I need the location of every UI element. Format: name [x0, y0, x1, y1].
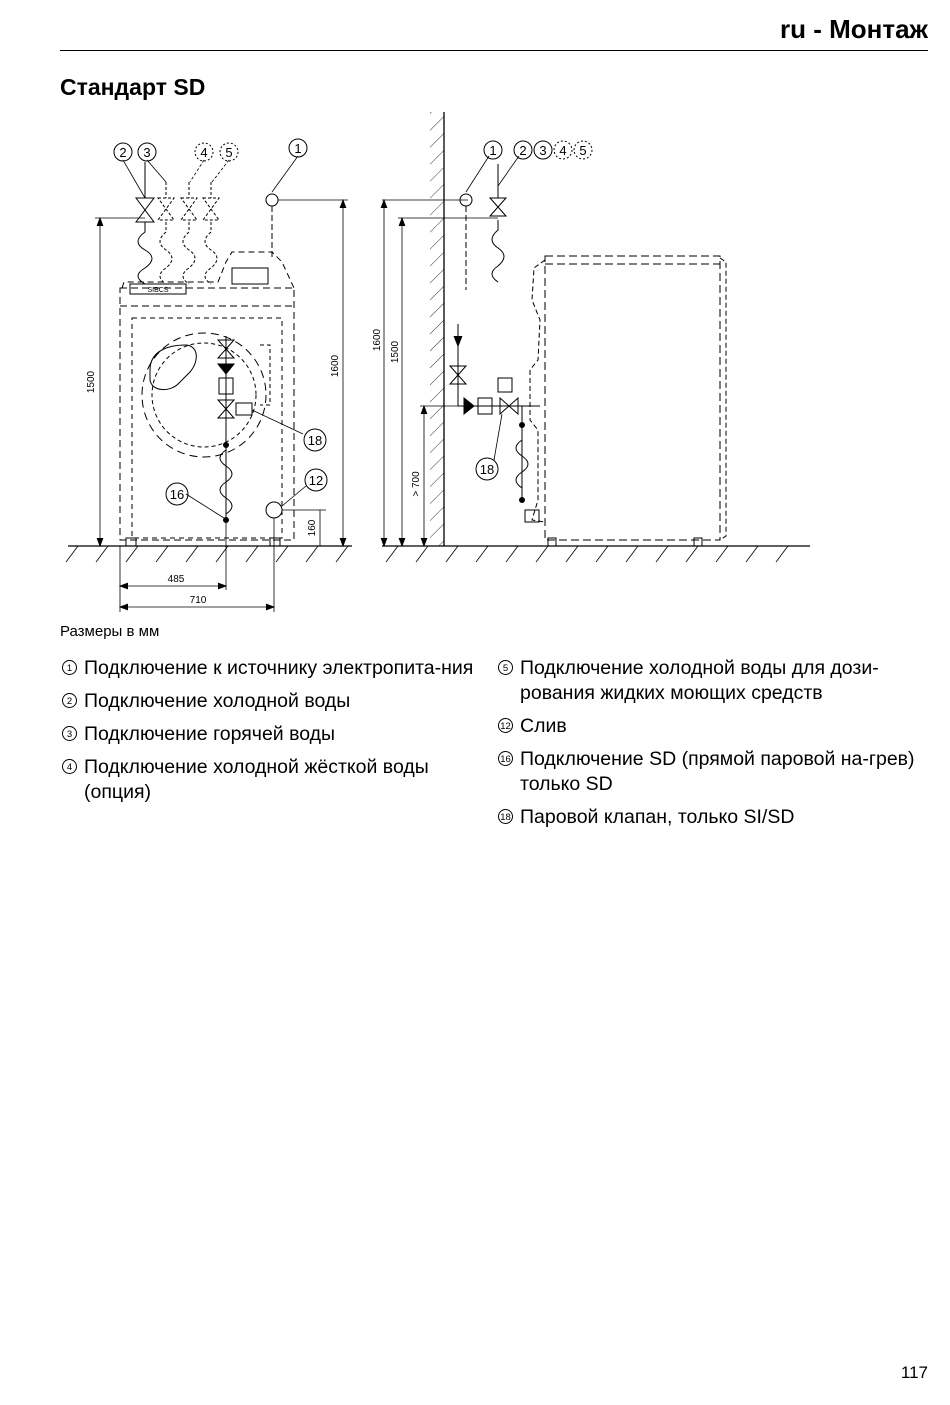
callout-1-label: 1	[294, 141, 302, 156]
legend-left	[60, 656, 490, 813]
callout-18-side	[476, 458, 498, 480]
callout-3-front	[138, 143, 156, 161]
front-pipes	[136, 162, 278, 284]
callout-18-label: 18	[307, 433, 323, 448]
legend-num: 16	[498, 751, 513, 766]
dimensions-caption: Размеры в мм	[60, 623, 160, 640]
side-wall	[430, 112, 444, 546]
callout-5-front	[220, 143, 238, 161]
callout-1-side	[484, 141, 502, 159]
callout-3-label: 3	[143, 145, 151, 160]
legend-right	[496, 656, 916, 838]
dim-485: 485	[167, 574, 185, 585]
legend-num: 4	[62, 759, 77, 774]
front-drum	[142, 333, 270, 457]
legend-num: 2	[62, 693, 77, 708]
legend-text: Паровой клапан, только SI/SD	[520, 806, 795, 828]
legend-item	[60, 656, 490, 681]
legend-text: Подключение холодной жёсткой воды (опция)	[84, 756, 429, 803]
installation-drawing	[0, 100, 950, 620]
header-title: ru - Монтаж	[780, 14, 928, 44]
dim-1600-front: 1600	[330, 354, 341, 378]
header-rule	[60, 50, 928, 51]
legend-item	[496, 747, 916, 797]
callout-4-label: 4	[200, 145, 208, 160]
legend-item	[60, 722, 490, 747]
legend-item	[496, 714, 916, 739]
side-machine-body	[525, 256, 726, 546]
callout-5-side	[574, 141, 592, 159]
legend-text: Подключение к источнику электропита-ния	[84, 657, 474, 679]
callout-2-front	[114, 143, 132, 161]
legend-text: Подключение холодной воды для дози-рования жидких моющих средств	[520, 657, 879, 704]
legend-num: 3	[62, 726, 77, 741]
side-pipes	[450, 164, 540, 503]
callout-18-front	[304, 429, 326, 451]
callout-5-label: 5	[225, 145, 233, 160]
legend-text: Подключение горячей воды	[84, 723, 336, 745]
callout-2-side	[514, 141, 532, 159]
front-floor	[66, 546, 352, 562]
legend-text: Подключение холодной воды	[84, 690, 351, 712]
page-number: 117	[900, 1363, 928, 1382]
dim-710: 710	[189, 595, 207, 606]
callout-4-side	[554, 141, 572, 159]
legend-item	[60, 755, 490, 805]
callout-16-front	[166, 483, 188, 505]
front-callouts	[114, 139, 327, 505]
legend-item	[496, 656, 916, 706]
side-floor	[382, 546, 810, 562]
dim-1600-side: 1600	[372, 328, 383, 352]
dim-1500-side: 1500	[390, 340, 401, 364]
side-callouts	[476, 141, 592, 480]
legend-num: 12	[498, 718, 513, 733]
dimension-labels	[86, 287, 422, 606]
legend-item	[60, 689, 490, 714]
brand-label: SIBCS	[147, 287, 169, 294]
legend-num: 5	[498, 660, 513, 675]
callout-2-label: 2	[119, 145, 127, 160]
dim-1500-front: 1500	[86, 370, 97, 394]
callout-16-label: 16	[169, 487, 185, 502]
callout-12-front	[305, 469, 327, 491]
legend-num: 1	[62, 660, 77, 675]
front-dimensions	[95, 200, 348, 612]
front-machine-body	[120, 252, 294, 546]
legend-text: Подключение SD (прямой паровой на-грев) только SD	[520, 748, 915, 795]
callout-3-side-label: 3	[539, 143, 547, 158]
callout-12-label: 12	[308, 473, 324, 488]
dim-700-side: > 700	[411, 471, 422, 497]
legend-num: 18	[498, 809, 513, 824]
callout-3-side	[534, 141, 552, 159]
front-steam-valve	[218, 336, 282, 523]
legend-text: Слив	[520, 715, 567, 737]
legend-item	[496, 805, 916, 830]
callout-18-side-label: 18	[479, 462, 495, 477]
callout-1-side-label: 1	[489, 143, 497, 158]
callout-4-side-label: 4	[559, 143, 567, 158]
callout-1-front	[289, 139, 307, 157]
callout-2-side-label: 2	[519, 143, 527, 158]
front-leaders	[123, 156, 306, 518]
dim-160-front: 160	[307, 519, 318, 537]
callout-4-front	[195, 143, 213, 161]
section-title: Стандарт SD	[60, 74, 206, 100]
callout-5-side-label: 5	[579, 143, 587, 158]
